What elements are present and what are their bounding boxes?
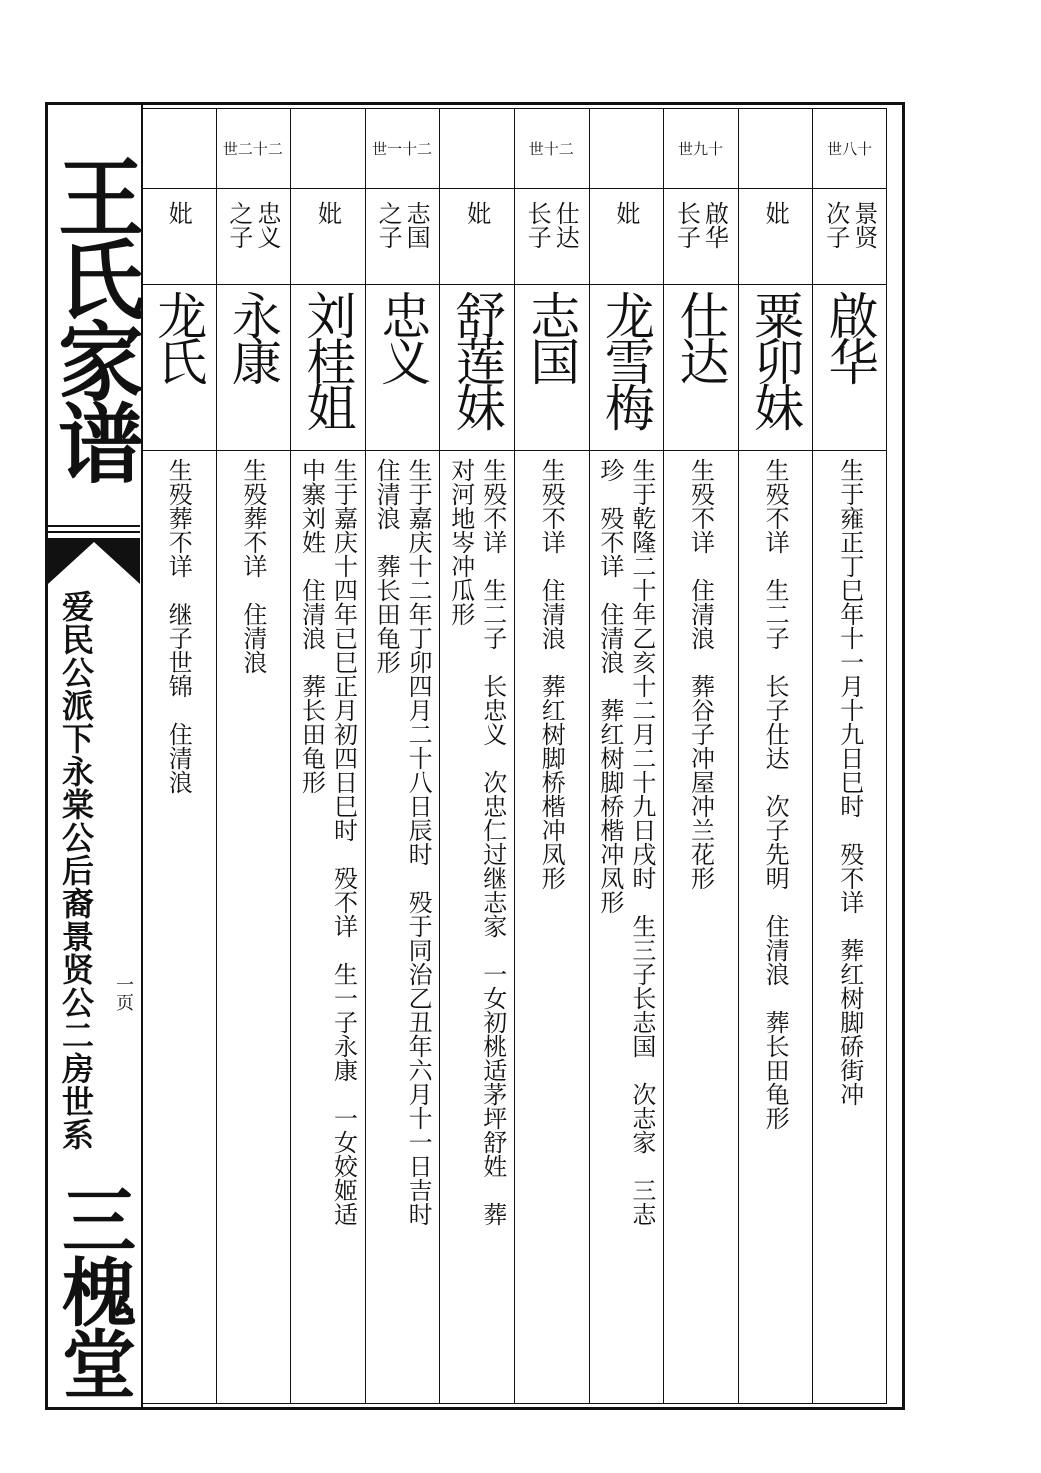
biography-text: 生殁葬不详 住清浪 [238,458,267,674]
relation-text: 仕达 长子 [523,201,580,249]
relation-text: 志国 之子 [374,201,431,249]
biography-text: 生于嘉庆十二年丁卯四月二十八日辰时 殁于同治乙丑年六月十一日吉时 住清浪 葬长田龟形 [372,458,433,1226]
relation-text: 啟华 长子 [672,201,729,249]
person-name: 粟卯妹 [746,290,805,428]
biography-text: 生于乾隆二十年乙亥十二月二十九日戌时 生三子长志国 次志家 三志 珍 殁不详 住清浪 葬红树脚桥楷冲凤形 [595,458,656,1226]
person-name: 刘桂姐 [298,290,357,428]
generation-label: 世九十 [677,139,723,158]
spine-triangle-ornament [48,538,140,584]
page-number: 一页 [113,975,134,1011]
biography-text: 生于嘉庆十四年已巳正月初四日巳时 殁不详 生一子永康 一女姣姬适 中寨刘姓 住清浪 葬长田龟形 [297,458,358,1226]
biography-text: 生于雍正丁巳年十一月十九日巳时 殁不详 葬红树脚硚街冲 [835,458,864,1106]
biography-text: 生殁不详 生二子 长忠义 次忠仁过继志家 一女初桃适茅坪舒姓 葬 对河地岑冲瓜形 [446,458,507,1226]
book-title: 王氏家谱 [43,153,144,481]
relation-text: 妣 [462,201,491,225]
spine-rule [48,531,140,533]
relation-text: 忠义 之子 [224,201,281,249]
person-name: 龙雪梅 [596,290,655,428]
person-name: 舒莲妹 [447,290,506,428]
biography-text: 生殁不详 生二子 长子仕达 次子先明 住清浪 葬长田龟形 [761,458,790,1130]
relation-text: 妣 [164,201,193,225]
biography-text: 生殁不详 住清浪 葬谷子冲屋冲兰花形 [686,458,715,890]
person-name: 永康 [223,290,282,382]
person-name: 仕达 [671,290,730,382]
spine-rule [48,525,140,527]
relation-text: 景贤 次子 [821,201,878,249]
person-name: 志国 [522,290,581,382]
hall-name: 三槐堂 [50,1182,136,1398]
generation-label: 世八十 [827,139,873,158]
person-name: 忠义 [373,290,432,382]
generation-label: 世二十二 [222,139,283,158]
relation-text: 妣 [761,201,790,225]
relation-text: 妣 [313,201,342,225]
biography-text: 生殁葬不详 继子世锦 住清浪 [164,458,193,794]
grid-border [141,108,887,1404]
person-name: 啟华 [820,290,879,382]
biography-text: 生殁不详 住清浪 葬红树脚桥楷冲凤形 [537,458,566,890]
generation-label: 世一十二 [372,139,433,158]
person-name: 龙氏 [149,290,208,382]
lineage-subtitle: 爱民公派下永棠公后裔景贤公二房世系 [57,590,95,1151]
relation-text: 妣 [611,201,640,225]
generation-label: 世十二 [528,139,574,158]
